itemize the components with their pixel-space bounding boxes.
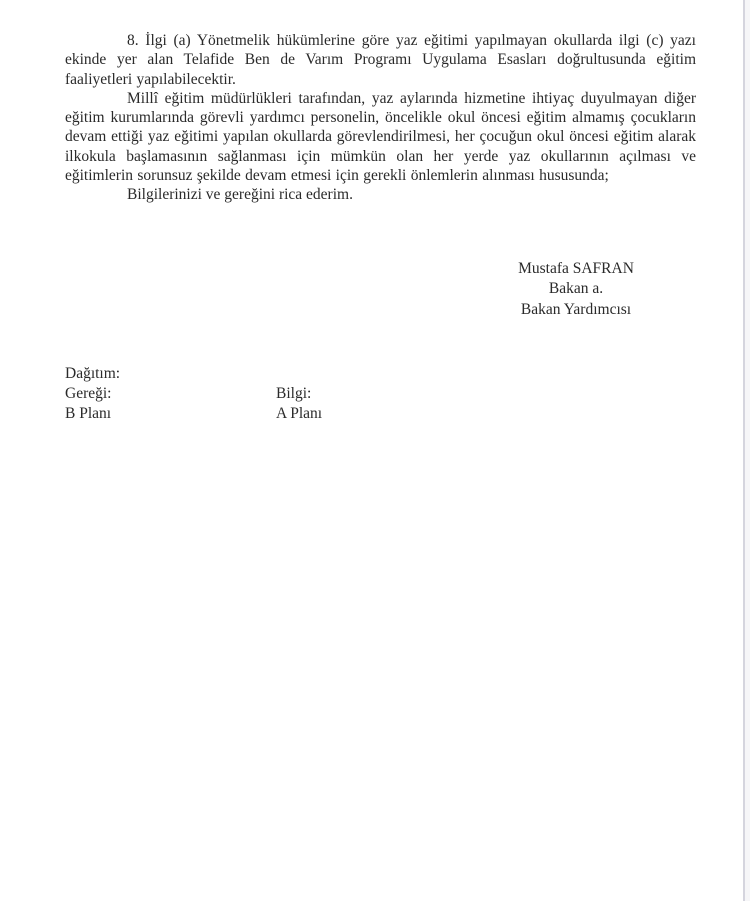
paragraph-instructions: Millî eğitim müdürlükleri tarafından, yaz aylarında hizmetine ihtiyaç duyulmayan diğer eğitim kurumlarında görevli yardımcı personelin, öncelikle okul öncesi eğitim almamış çocukların devam ettiği yaz eğitimi yapılan okullarda görevlendirilmesi, her çocuğun okul öncesi eğitim alarak ilkokula başlamasının sağlanması için mümkün olan her yerde yaz okullarının açılması ve eğitimlerin sorunsuz şekilde devam etmesi için gerekli önlemlerin alınması hususunda; <box>65 89 696 185</box>
distribution-bilgi-value: A Planı <box>276 405 323 423</box>
page-edge-strip <box>745 0 750 901</box>
distribution-geregi-label: Gereği: <box>65 385 112 403</box>
paragraph-item-8: 8. İlgi (a) Yönetmelik hükümlerine göre yaz eğitimi yapılmayan okullarda ilgi (c) yazı ekinde yer alan Telafide Ben de Varım Programı Uygulama Esasları doğrultusunda eğitim faaliyetleri yapılabilecektir. <box>65 32 696 88</box>
distribution-bilgi-label: Bilgi: <box>276 385 312 403</box>
distribution-geregi-value: B Planı <box>65 405 112 423</box>
distribution-values-row <box>65 404 696 424</box>
signatory-on-behalf: Bakan a. <box>548 280 604 298</box>
signatory-name: Mustafa SAFRAN <box>518 259 634 277</box>
distribution-heading: Dağıtım: <box>65 365 121 383</box>
page-edge-line <box>743 0 745 901</box>
closing-line: Bilgilerinizi ve gereğini rica ederim. <box>127 186 353 204</box>
distribution-labels-row <box>65 384 696 404</box>
letter-body <box>65 31 696 424</box>
signatory-title: Bakan Yardımcısı <box>520 300 632 318</box>
distribution-block <box>65 364 696 424</box>
signature-block <box>456 259 696 321</box>
